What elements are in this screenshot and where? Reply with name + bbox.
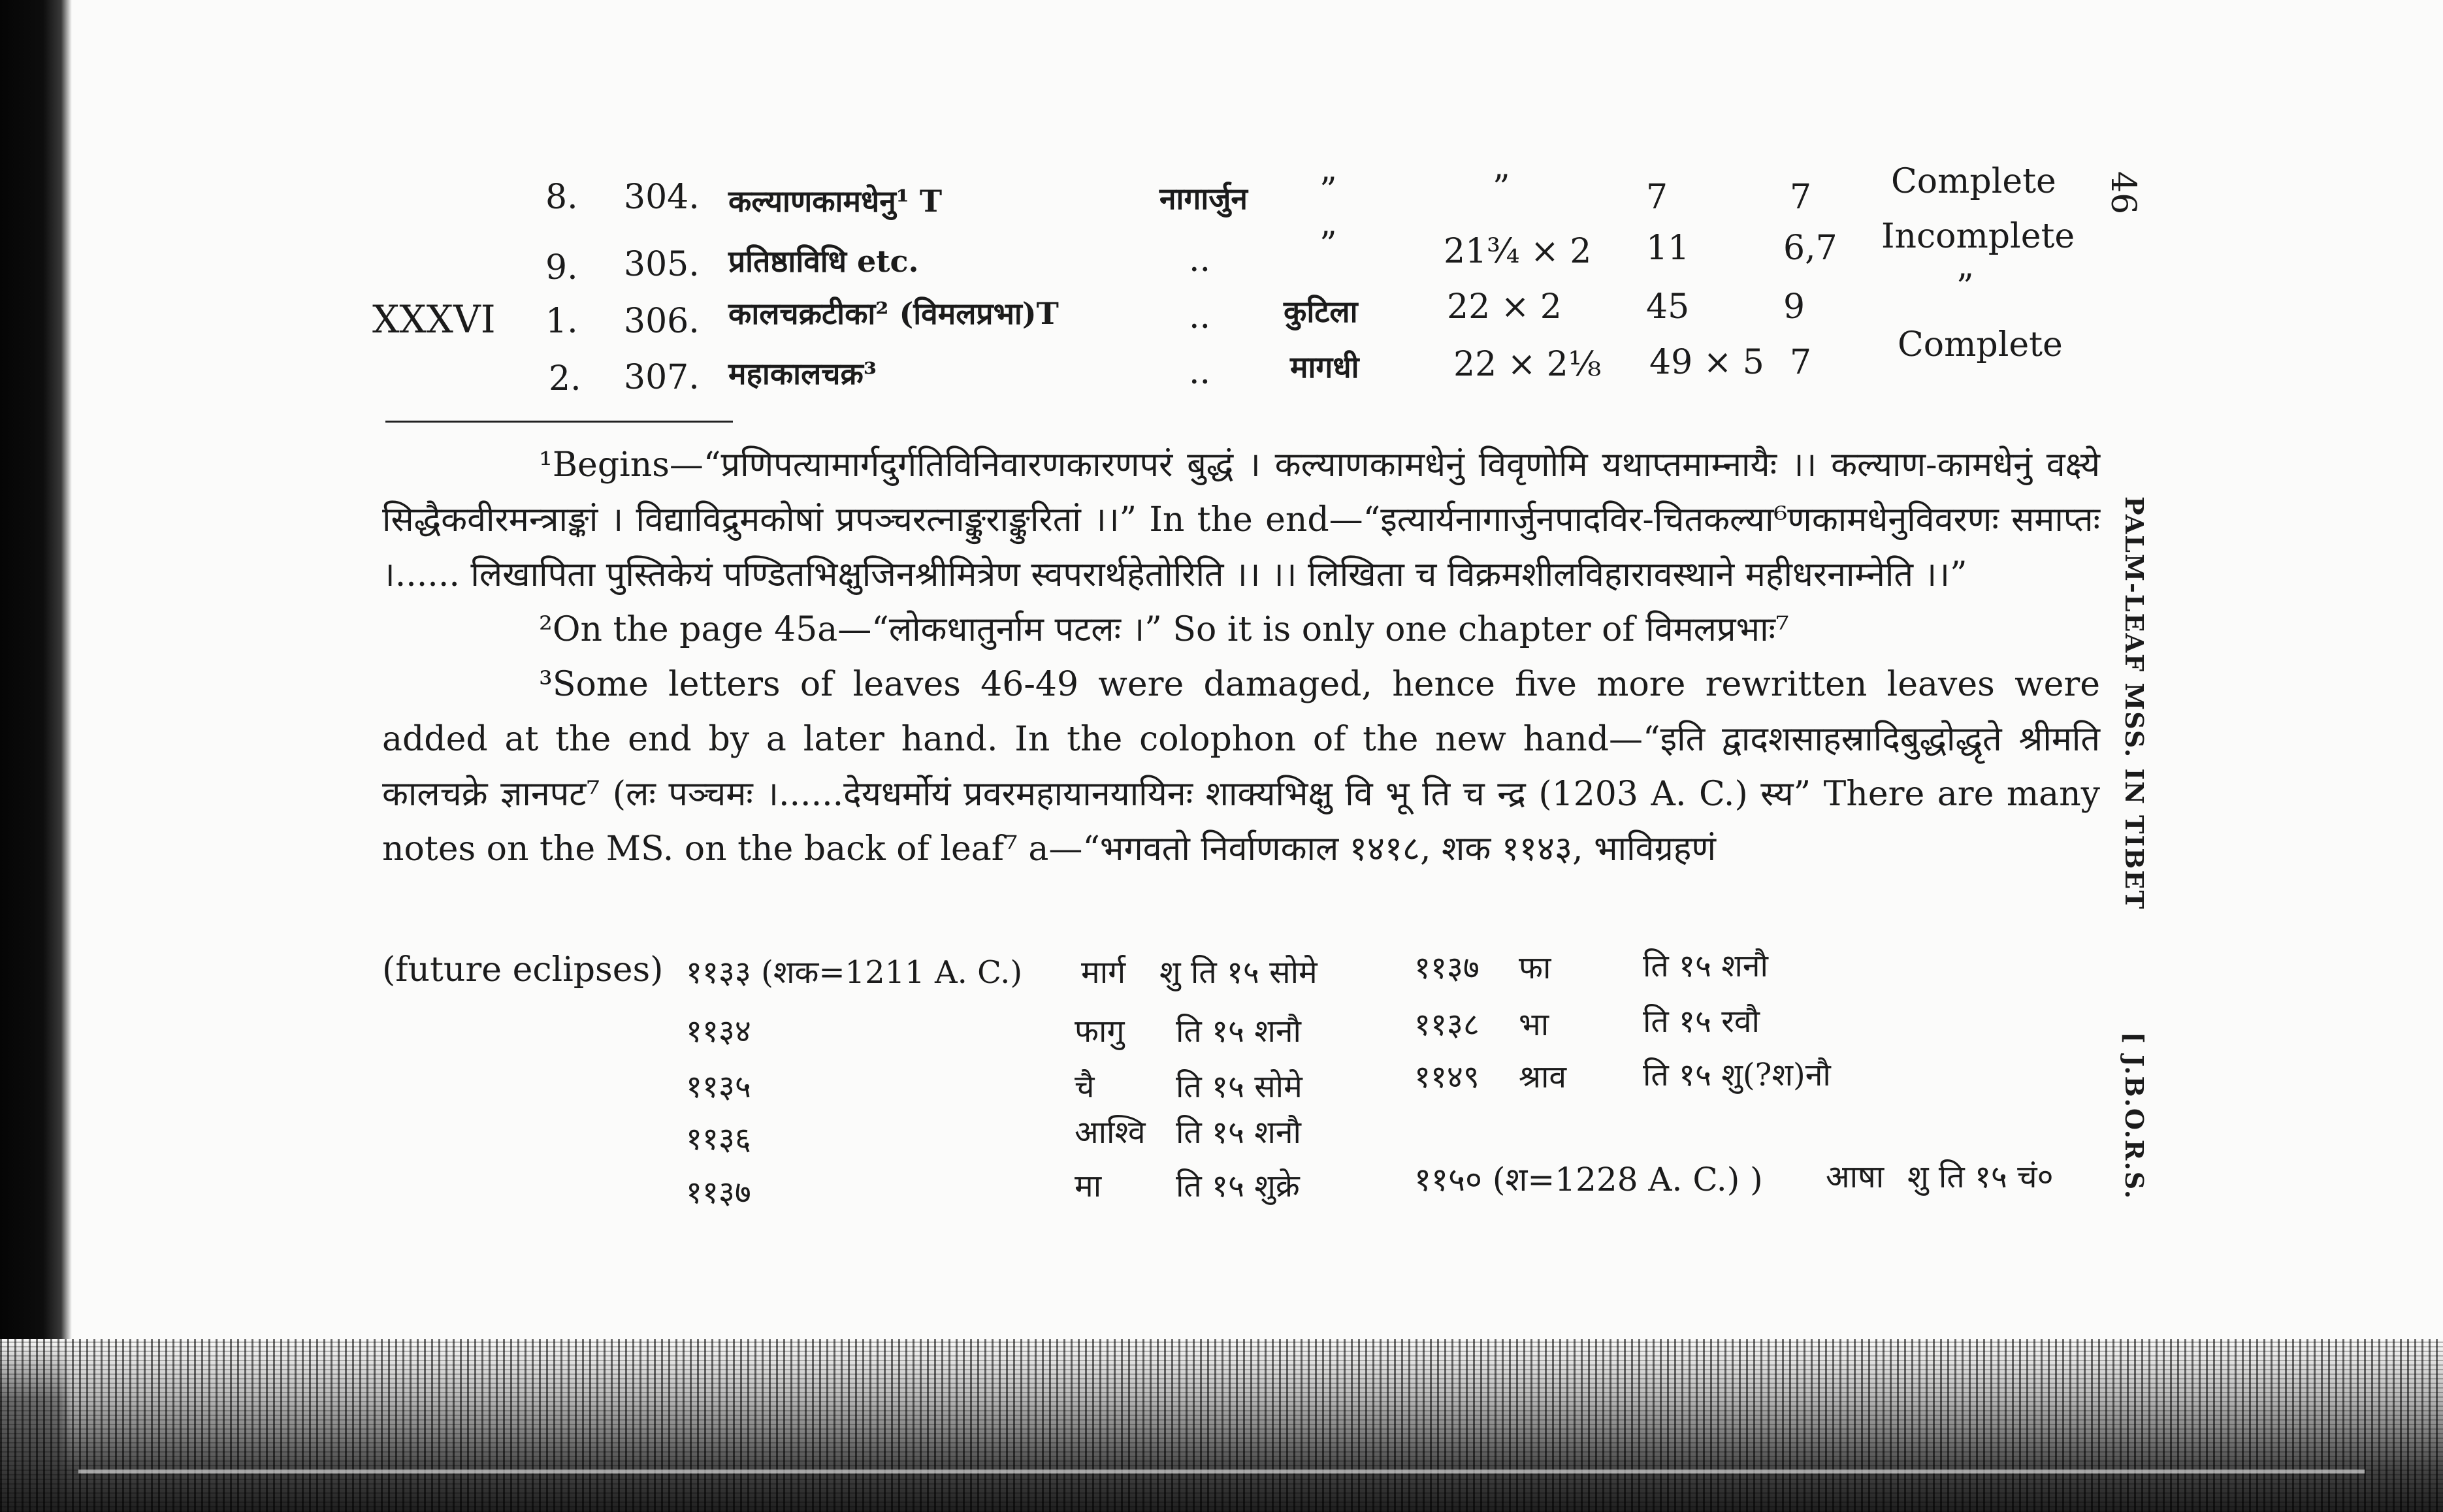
- leaves: 49 × 5: [1649, 343, 1764, 382]
- footnotes: [382, 438, 2100, 877]
- ms-number: 306.: [624, 302, 700, 341]
- eclipse-month: फा: [1519, 950, 1551, 986]
- author: ..: [1189, 353, 1211, 392]
- script: मागधी: [1290, 349, 1359, 385]
- serial: 2.: [549, 359, 581, 398]
- lines: 7: [1790, 178, 1812, 217]
- eclipse-tithi: ति १५ शनौ: [1176, 1013, 1301, 1050]
- eclipse-month: मा: [1075, 1168, 1102, 1204]
- serial: 9.: [545, 248, 578, 287]
- scan-damaged-bottom: [0, 1339, 2443, 1512]
- leaves: 7: [1646, 178, 1668, 217]
- size: 22 × 2: [1447, 287, 1562, 327]
- eclipse-year: ११३७: [686, 1174, 751, 1211]
- page-number: 46: [2103, 171, 2143, 215]
- title: कालचक्रटीका² (विमलप्रभा)T: [728, 296, 1059, 331]
- running-head: PALM-LEAF MSS. IN TIBET: [2120, 496, 2149, 910]
- lines: 9: [1783, 287, 1805, 327]
- author: ..: [1189, 240, 1211, 280]
- serial: 8.: [545, 178, 578, 217]
- journal-abbrev: [ J.B.O.R.S.: [2120, 1032, 2149, 1200]
- eclipse-month: चै: [1075, 1069, 1095, 1105]
- eclipse-tithi: ति १५ सोमे: [1176, 1069, 1302, 1105]
- leaves: 11: [1646, 229, 1690, 268]
- title: कल्याणकामधेनु¹ T: [728, 184, 943, 219]
- eclipse-tithi: शु ति १५ सोमे: [1159, 954, 1318, 991]
- author: नागार्जुन: [1159, 181, 1248, 216]
- footnote-rule: [385, 421, 733, 423]
- eclipse-tithi: ति १५ शुक्रे: [1176, 1168, 1300, 1204]
- leaves: 45: [1646, 287, 1690, 327]
- status: Incomplete: [1881, 217, 2075, 256]
- script: कुटिला: [1284, 294, 1358, 329]
- scan-dark-edge: [0, 0, 72, 1512]
- lines: 6,7: [1783, 229, 1837, 268]
- eclipse-year: ११४९: [1414, 1059, 1480, 1095]
- footnote-1: ¹Begins—“प्रणिपत्यामार्गदुर्गतिविनिवारणकारणपरं बुद्धं । कल्याणकामधेनुं विवृणोमि यथाप्तमाम्नायैः ।। कल्याण-कामधेनुं वक्ष्ये सिद्धैकवीरमन्त्राङ्कां । विद्याविद्रुमकोषां प्रपञ्चरत्नाङ्कुराङ्कुरितां ।।” In the end—“इत्यार्यनागार्जुनपादविर-चितकल्या⁶णकामधेनुविवरणः समाप्तः ।...... लिखापिता पुस्तिकेयं पण्डितभिक्षुजिनश्रीमित्रेण स्वपरार्थहेतोरिति ।। ।। लिखिता च विक्रमशीलविहारावस्थाने महीधरनाम्नेति ।।”: [382, 445, 2100, 594]
- title: प्रतिष्ठाविधि etc.: [728, 244, 919, 279]
- eclipse-month: फागु: [1075, 1013, 1125, 1050]
- status: ”: [1956, 268, 1974, 307]
- eclipse-month: मार्ग: [1081, 954, 1126, 991]
- title: महाकालचक्र³: [728, 356, 877, 391]
- size: 22 × 2⅛: [1453, 345, 1602, 384]
- eclipse-tithi: ति १५ शु(?श)नौ: [1643, 1057, 1831, 1093]
- eclipse-year: ११३३ (शक=1211 A. C.): [686, 954, 1023, 991]
- eclipse-year: ११३५: [686, 1069, 751, 1105]
- eclipse-lead: (future eclipses): [382, 950, 664, 989]
- eclipse-tithi: ति १५ शनौ: [1176, 1114, 1301, 1151]
- script: ”: [1319, 171, 1337, 210]
- status: Complete: [1891, 162, 2056, 201]
- eclipse-year: ११३८: [1414, 1006, 1480, 1043]
- footnote-2: ²On the page 45a—“लोकधातुर्नाम पटलः ।” So it is only one chapter of विमलप्रभाः⁷: [539, 610, 1789, 649]
- serial: 1.: [545, 302, 578, 341]
- ms-number: 307.: [624, 358, 700, 397]
- status: Complete: [1898, 325, 2063, 364]
- eclipse-tithi: शु ति १५ चं०: [1907, 1159, 2054, 1195]
- eclipse-year: ११३६: [686, 1121, 751, 1157]
- size: ”: [1493, 169, 1510, 208]
- eclipse-month: भा: [1519, 1006, 1549, 1043]
- ms-number: 305.: [624, 245, 700, 284]
- eclipse-year: ११५० (श=1228 A. C.) ): [1414, 1161, 1763, 1198]
- footnote-3: ³Some letters of leaves 46-49 were damaged, hence five more rewritten leaves were added at the end by a later hand. In the colophon of the new hand—“इति द्वादशसाहस्रादिबुद्धोद्धृते श्रीमति कालचक्रे ज्ञानपट⁷ (लः पञ्चमः ।......देयधर्मोयं प्रवरमहायानयायिनः शाक्यभिक्षु वि भू ति च न्द्र (1203 A. C.) स्य” There are many notes on the MS. on the back of leaf⁷ a—“भगवतो निर्वाणकाल १४१८, शक ११४३, भाविग्रहणं: [382, 665, 2100, 869]
- eclipse-year: ११३७: [1414, 950, 1480, 986]
- author: ..: [1189, 297, 1211, 336]
- ms-number: 304.: [624, 178, 700, 217]
- lines: 7: [1790, 343, 1812, 382]
- eclipse-year: ११३४: [686, 1013, 751, 1050]
- eclipse-month: आश्वि: [1075, 1114, 1146, 1151]
- script: ”: [1319, 225, 1337, 265]
- eclipse-tithi: ति १५ शनौ: [1643, 948, 1768, 984]
- eclipse-tithi: ति १५ रवौ: [1643, 1003, 1760, 1040]
- eclipse-month: आषा: [1826, 1159, 1885, 1195]
- group-label: XXXVI: [372, 297, 496, 342]
- eclipse-month: श्राव: [1519, 1059, 1567, 1095]
- size: 21¾ × 2: [1444, 232, 1592, 271]
